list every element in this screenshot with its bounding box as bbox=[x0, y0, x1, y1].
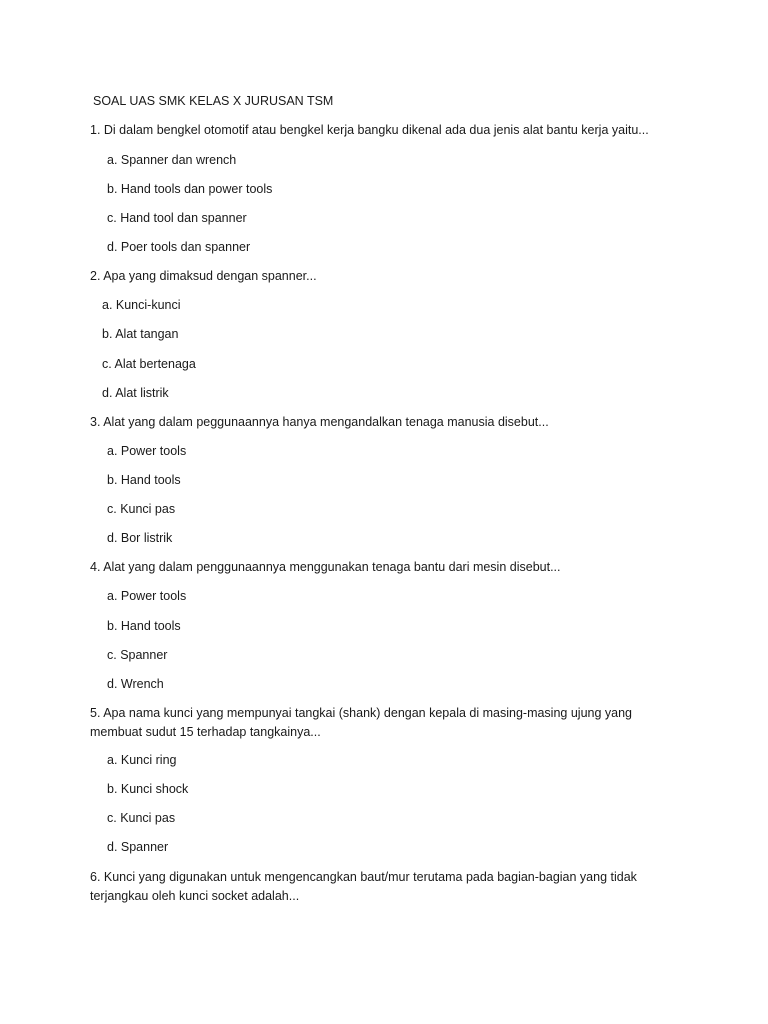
question-4-option-d: d. Wrench bbox=[107, 677, 164, 691]
question-2-option-d: d. Alat listrik bbox=[102, 386, 169, 400]
question-3-option-a: a. Power tools bbox=[107, 444, 187, 458]
question-5-option-b: b. Kunci shock bbox=[107, 782, 189, 796]
question-4-option-b: b. Hand tools bbox=[107, 619, 181, 633]
question-1: 1. Di dalam bengkel otomotif atau bengkel kerja bangku dikenal ada dua jenis alat bantu kerja yaitu... bbox=[90, 123, 649, 137]
question-1-option-b: b. Hand tools dan power tools bbox=[107, 182, 273, 196]
question-5-line-1: 5. Apa nama kunci yang mempunyai tangkai (shank) dengan kepala di masing-masing ujung yang bbox=[90, 706, 632, 720]
question-5-option-c: c. Kunci pas bbox=[107, 811, 176, 825]
question-3-option-d: d. Bor listrik bbox=[107, 531, 173, 545]
question-2-option-c: c. Alat bertenaga bbox=[102, 357, 196, 371]
question-1-option-c: c. Hand tool dan spanner bbox=[107, 211, 247, 225]
question-2-option-a: a. Kunci-kunci bbox=[102, 298, 181, 312]
question-4-option-a: a. Power tools bbox=[107, 589, 187, 603]
question-5-option-a: a. Kunci ring bbox=[107, 753, 177, 767]
question-1-option-a: a. Spanner dan wrench bbox=[107, 153, 237, 167]
question-3-option-c: c. Kunci pas bbox=[107, 502, 176, 516]
question-1-option-d: d. Poer tools dan spanner bbox=[107, 240, 251, 254]
question-2-option-b: b. Alat tangan bbox=[102, 327, 179, 341]
question-6-line-2: terjangkau oleh kunci socket adalah... bbox=[90, 889, 300, 903]
question-4: 4. Alat yang dalam penggunaannya menggunakan tenaga bantu dari mesin disebut... bbox=[90, 560, 561, 574]
question-3-option-b: b. Hand tools bbox=[107, 473, 181, 487]
question-6-line-1: 6. Kunci yang digunakan untuk mengencangkan baut/mur terutama pada bagian-bagian yang tidak bbox=[90, 870, 637, 884]
question-3: 3. Alat yang dalam peggunaannya hanya mengandalkan tenaga manusia disebut... bbox=[90, 415, 549, 429]
question-5-line-2: membuat sudut 15 terhadap tangkainya... bbox=[90, 725, 321, 739]
question-4-option-c: c. Spanner bbox=[107, 648, 168, 662]
question-5-option-d: d. Spanner bbox=[107, 840, 169, 854]
document-title: SOAL UAS SMK KELAS X JURUSAN TSM bbox=[93, 94, 334, 108]
question-2: 2. Apa yang dimaksud dengan spanner... bbox=[90, 269, 317, 283]
